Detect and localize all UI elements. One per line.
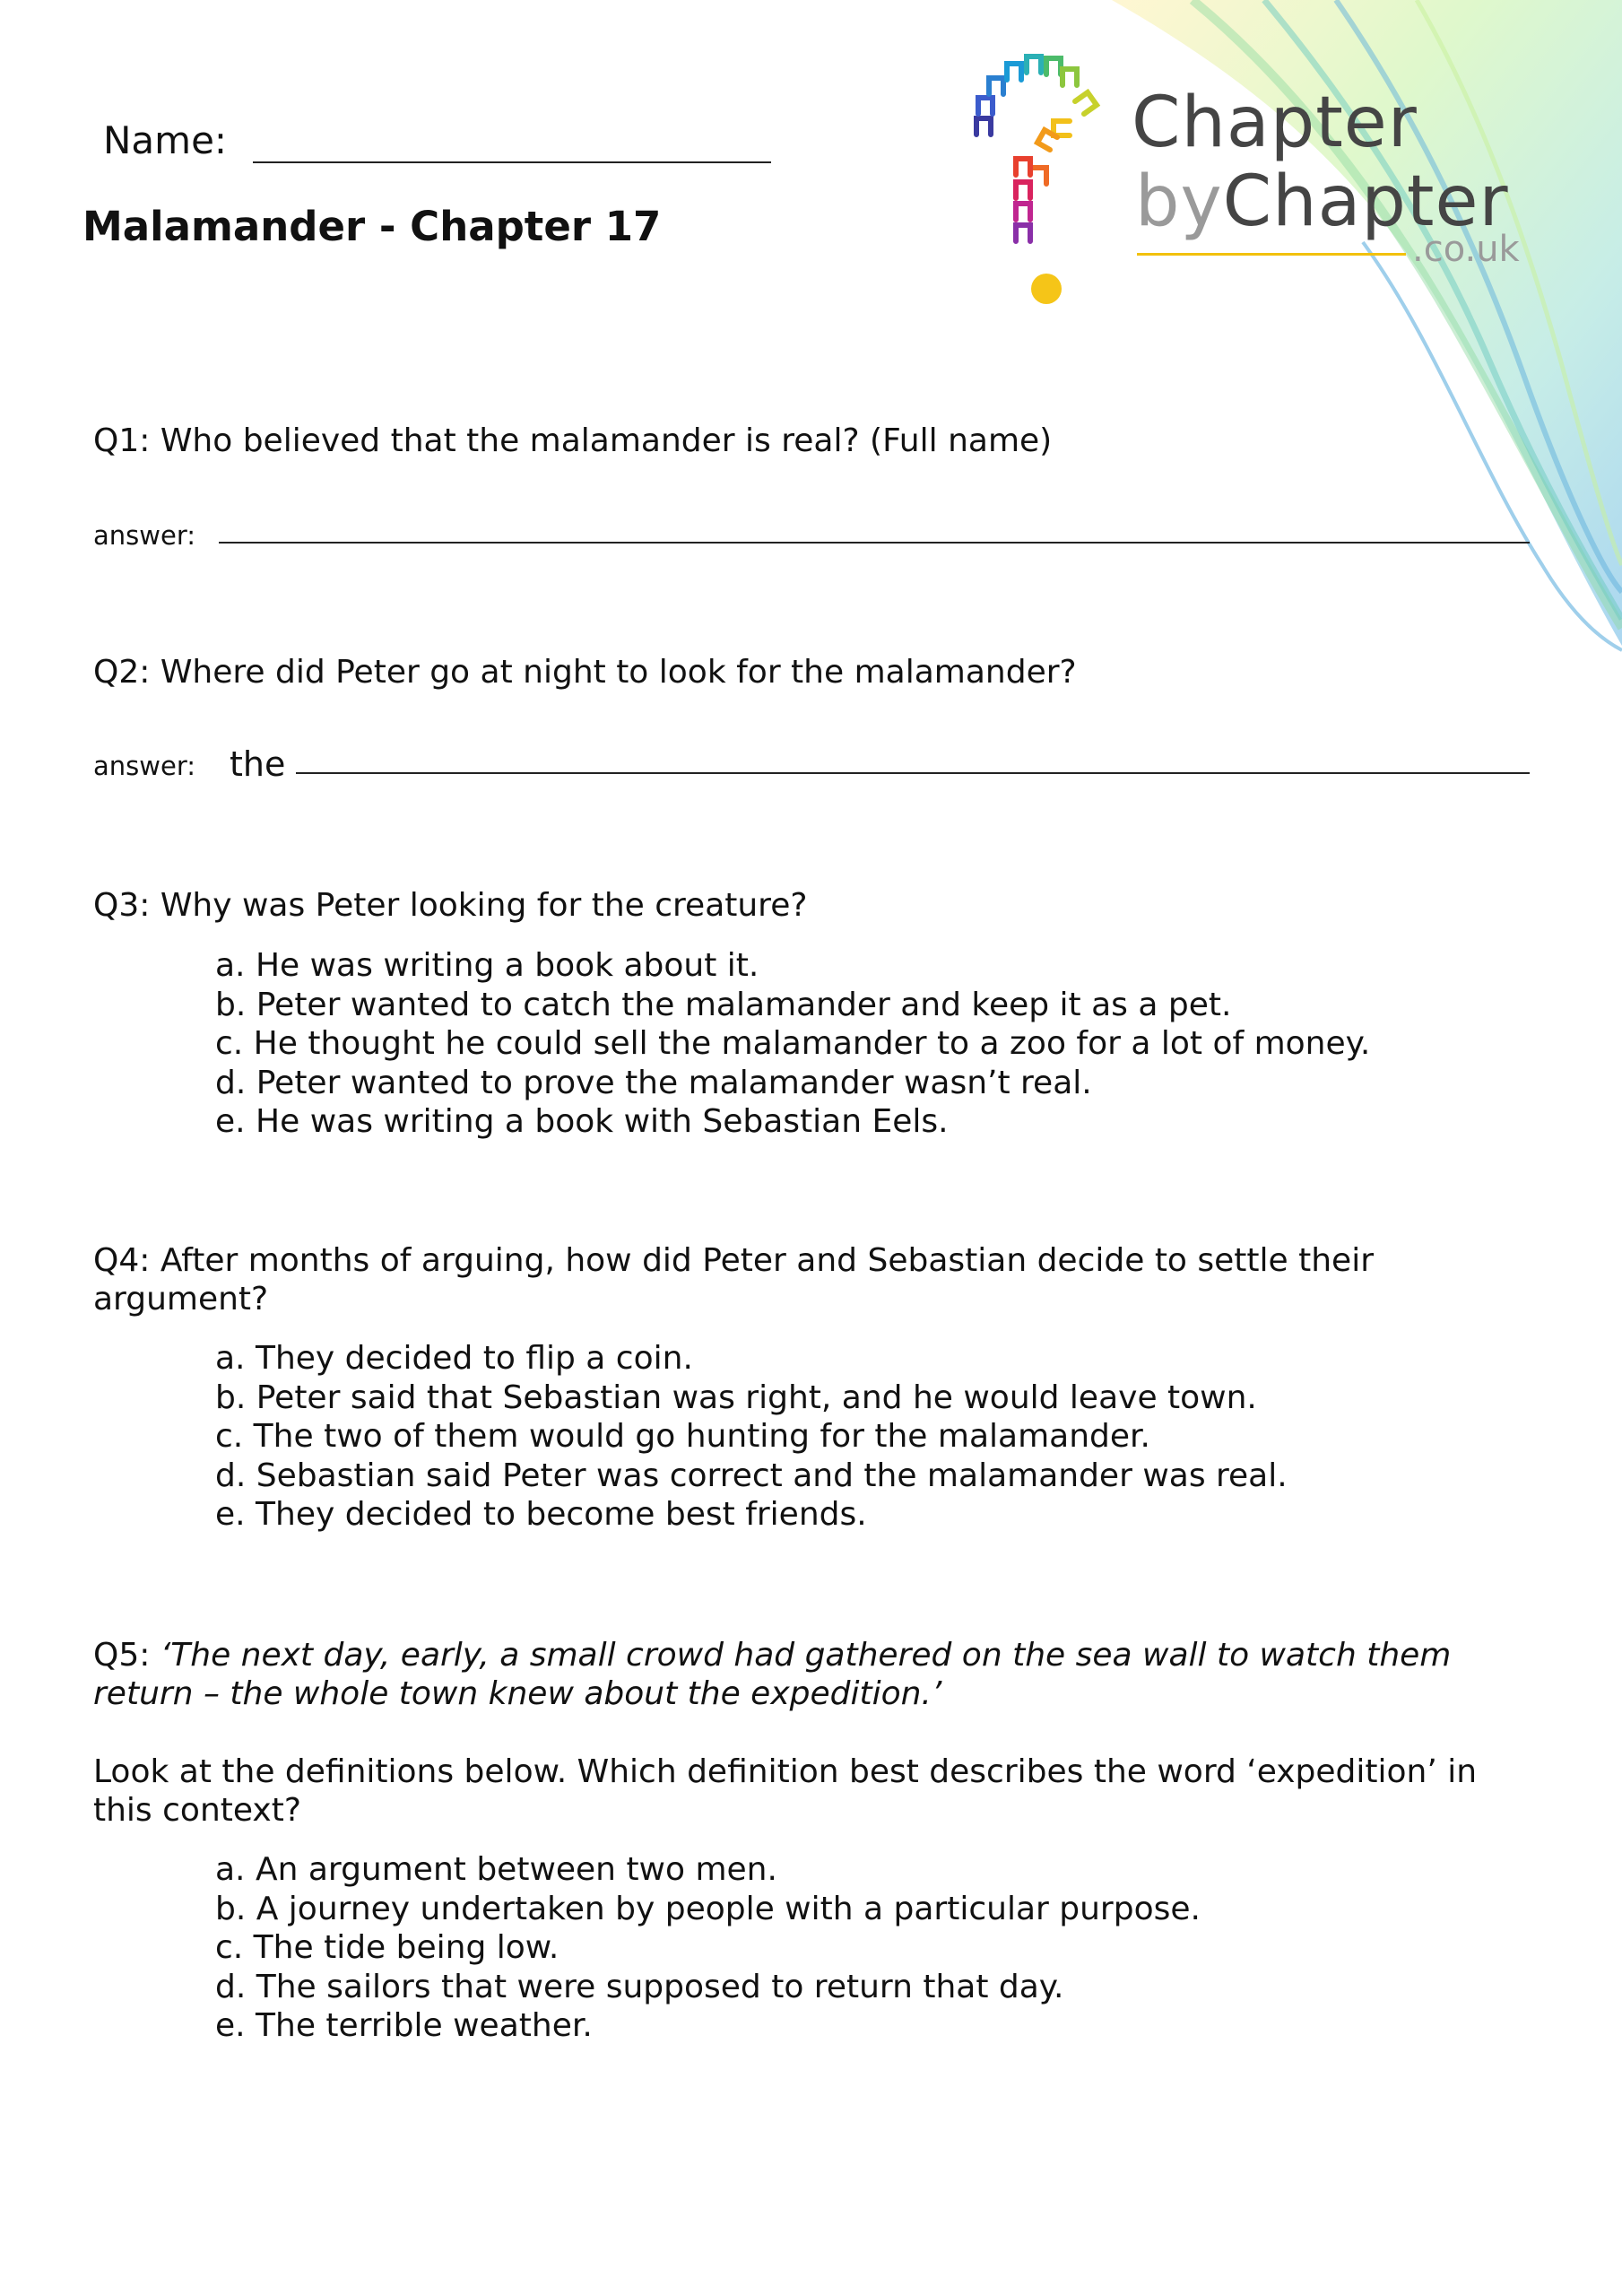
q1-answer-line[interactable] xyxy=(219,542,1530,544)
q4-option-e[interactable]: e. They decided to become best friends. xyxy=(215,1496,867,1533)
q5-option-b[interactable]: b. A journey undertaken by people with a particular purpose. xyxy=(215,1890,1201,1927)
brand-name-line2 xyxy=(1135,161,1509,242)
q3-option-b[interactable]: b. Peter wanted to catch the malamander and keep it as a pet. xyxy=(215,986,1232,1023)
q2-answer-line[interactable] xyxy=(296,772,1530,774)
brand-underline xyxy=(1137,253,1406,256)
q5-option-e[interactable]: e. The terrible weather. xyxy=(215,2007,593,2044)
name-label: Name: xyxy=(103,118,228,162)
q3-option-d[interactable]: d. Peter wanted to prove the malamander wasn’t real. xyxy=(215,1064,1092,1101)
q4-option-a[interactable]: a. They decided to flip a coin. xyxy=(215,1340,693,1377)
q3-option-c[interactable]: c. He thought he could sell the malamander to a zoo for a lot of money. xyxy=(215,1025,1371,1062)
q4-option-d[interactable]: d. Sebastian said Peter was correct and the malamander was real. xyxy=(215,1457,1288,1494)
q3-option-a[interactable]: a. He was writing a book about it. xyxy=(215,947,759,984)
q5-option-a[interactable]: a. An argument between two men. xyxy=(215,1851,777,1888)
q5-option-c[interactable]: c. The tide being low. xyxy=(215,1929,559,1966)
brand-name-line1: Chapter xyxy=(1132,83,1418,163)
question-2: Q2: Where did Peter go at night to look for the malamander? xyxy=(93,654,1077,691)
question-5-quote xyxy=(93,1636,1528,1713)
q4-options xyxy=(215,1339,1288,1535)
q5-option-d[interactable]: d. The sailors that were supposed to return that day. xyxy=(215,1968,1064,2005)
q4-option-c[interactable]: c. The two of them would go hunting for the malamander. xyxy=(215,1418,1150,1455)
brand-chapter: Chapter xyxy=(1222,161,1509,242)
brand-domain: .co.uk xyxy=(1412,229,1520,270)
q5-options xyxy=(215,1850,1201,2046)
q2-answer-label: answer: xyxy=(93,751,196,781)
q2-answer-prefix: the xyxy=(230,744,286,784)
q5-prefix: Q5: xyxy=(93,1637,160,1674)
name-input-line[interactable] xyxy=(253,161,771,163)
question-5-prompt: Look at the definitions below. Which definition best describes the word ‘expedition’ in this context? xyxy=(93,1753,1478,1829)
q3-options xyxy=(215,946,1370,1142)
question-1: Q1: Who believed that the malamander is real? (Full name) xyxy=(93,422,1053,459)
worksheet-title: Malamander - Chapter 17 xyxy=(82,203,662,250)
q4-option-b[interactable]: b. Peter said that Sebastian was right, and he would leave town. xyxy=(215,1378,1257,1416)
brand-by: by xyxy=(1135,161,1223,242)
question-mark-books-icon xyxy=(964,49,1125,309)
question-4: Q4: After months of arguing, how did Peter and Sebastian decide to settle their argument? xyxy=(93,1242,1375,1318)
q1-answer-label: answer: xyxy=(93,520,196,551)
q5-quote-text: ‘The next day, early, a small crowd had gathered on the sea wall to watch them return – the whole town knew about the expedition.’ xyxy=(93,1637,1452,1712)
question-3: Q3: Why was Peter looking for the creature? xyxy=(93,887,808,924)
q3-option-e[interactable]: e. He was writing a book with Sebastian Eels. xyxy=(215,1103,949,1140)
